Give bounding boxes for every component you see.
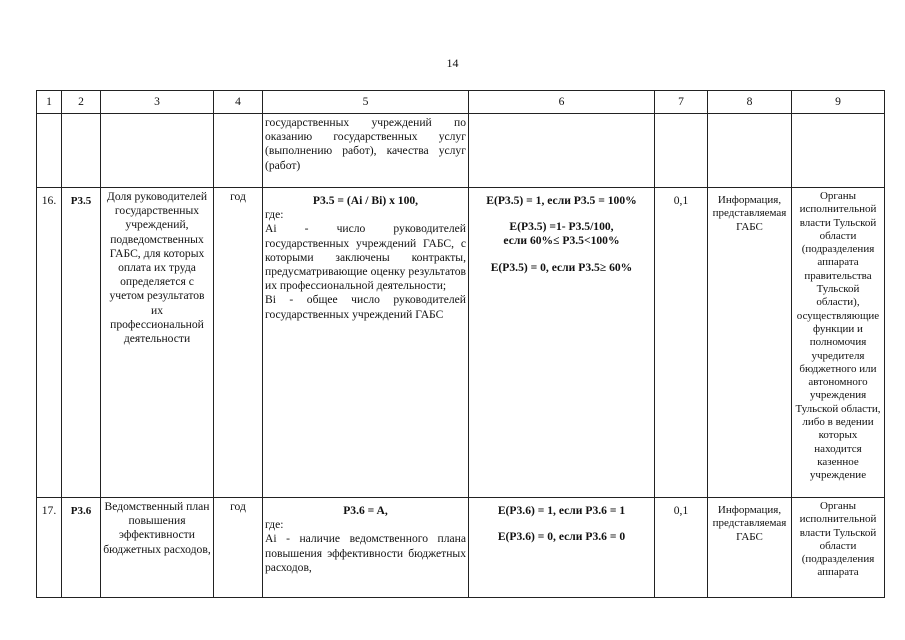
header-cell: 3	[101, 91, 214, 114]
indicator-unit: год	[214, 188, 263, 498]
continuation-row	[37, 114, 885, 188]
header-cell: 6	[469, 91, 655, 114]
formula-definition: Ai - наличие ведомственного плана повышения эффективности бюджетных расходов,	[265, 532, 466, 574]
responsible-bodies: Органы исполнительной власти Тульской области (подразделения аппарата	[792, 498, 885, 598]
indicator-unit: год	[214, 498, 263, 598]
formula-definition: Ai - число руководителей государственных учреждений ГАБС, с которыми заключены контракты, предусматривающие оценку результатов их профессиональной деятельности;	[265, 222, 466, 293]
header-cell: 4	[214, 91, 263, 114]
row-number: 16.	[37, 188, 62, 498]
evaluation-rule: E(P3.6) = 1, если P3.6 = 1	[497, 504, 626, 517]
formula-where: где:	[265, 208, 284, 222]
formula-cell	[263, 498, 469, 598]
header-cell: 1	[37, 91, 62, 114]
formula: P3.5 = (Ai / Bi) x 100,	[312, 194, 419, 207]
indicator-name: Доля руководителей государственных учреждений, подведомственных ГАБС, для которых оплата их труда определяется с учетом результатов их профессиональной деятельности	[101, 188, 214, 498]
evaluation-rule: E(P3.6) = 0, если P3.6 = 0	[497, 530, 626, 544]
header-cell: 5	[263, 91, 469, 114]
table-row	[37, 188, 885, 498]
evaluation-cell	[469, 188, 655, 498]
data-source: Информация, представляемая ГАБС	[708, 188, 792, 498]
evaluation-rule: E(P3.5) =1- P3.5/100,	[509, 220, 614, 234]
indicator-weight: 0,1	[655, 188, 708, 498]
indicator-name: Ведомственный план повышения эффективности бюджетных расходов,	[101, 498, 214, 598]
responsible-bodies: Органы исполнительной власти Тульской области (подразделения аппарата правительства Тульской области), осуществляющие функции и полномочия учредителя бюджетного или автономного учреждения Тульской области, либо в ведении которых находится казенное учреждение	[792, 188, 885, 498]
continuation-text: государственных учреждений по оказанию государственных услуг (выполнению работ), качества услуг (работ)	[263, 114, 469, 188]
evaluation-rule: E(P3.5) = 0, если P3.5≥ 60%	[490, 260, 633, 274]
formula-cell	[263, 188, 469, 498]
indicator-weight: 0,1	[655, 498, 708, 598]
formula-definition: Bi - общее число руководителей государственных учреждений ГАБС	[265, 293, 466, 321]
evaluation-cell	[469, 498, 655, 598]
header-cell: 7	[655, 91, 708, 114]
header-cell: 2	[62, 91, 101, 114]
indicator-code: P3.6	[62, 498, 101, 598]
header-row	[37, 91, 885, 114]
header-cell: 9	[792, 91, 885, 114]
evaluation-rule: E(P3.5) = 1, если P3.5 = 100%	[486, 194, 637, 207]
table-row	[37, 498, 885, 598]
data-source: Информация, представляемая ГАБС	[708, 498, 792, 598]
formula: P3.6 = A,	[343, 504, 388, 517]
indicator-code: P3.5	[62, 188, 101, 498]
page-number: 14	[446, 56, 459, 70]
evaluation-rule: если 60%≤ P3.5<100%	[503, 234, 620, 248]
row-number: 17.	[37, 498, 62, 598]
indicators-table	[36, 90, 885, 598]
formula-where: где:	[265, 518, 284, 532]
header-cell: 8	[708, 91, 792, 114]
